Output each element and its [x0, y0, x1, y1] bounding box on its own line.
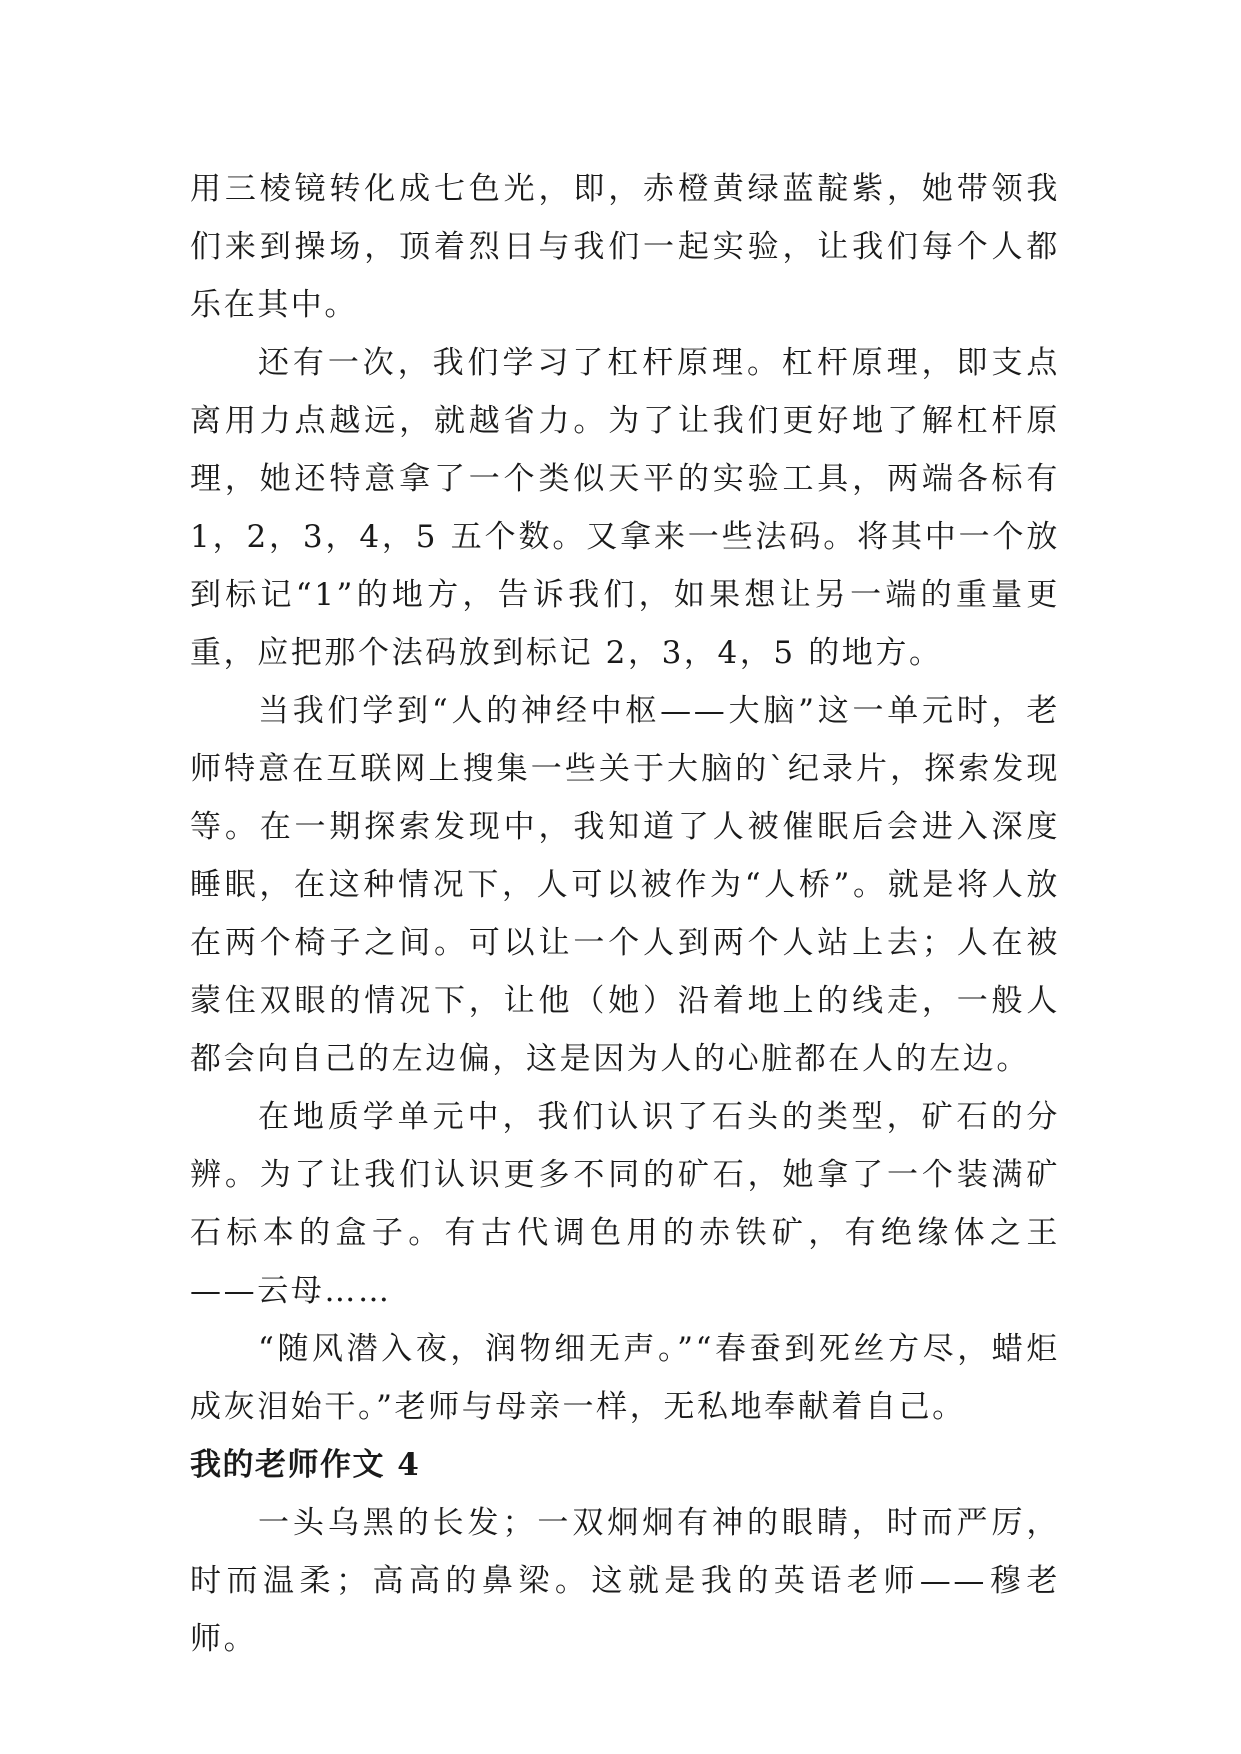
- paragraph-poem: “随风潜入夜，润物细无声。”“春蚕到死丝方尽，蜡炬成灰泪始干。”老师与母亲一样，无私地奉献着自己。: [190, 1331, 1060, 1425]
- paragraph-lever: 还有一次，我们学习了杠杆原理。杠杆原理，即支点离用力点越远，就越省力。为了让我们更好地了解杠杆原理，她还特意拿了一个类似天平的实验工具，两端各标有 1，2，3，4，5 五个数。又拿来一些法码。将其中一个放到标记“1”的地方，告诉我们，如果想让另一端的重量更重，应把那个法码放到标记 2，3，4，5 的地方。: [190, 345, 1060, 671]
- section-heading: 我的老师作文 4: [190, 1447, 421, 1483]
- paragraph-prism: 用三棱镜转化成七色光，即，赤橙黄绿蓝靛紫，她带领我们来到操场，顶着烈日与我们一起实验，让我们每个人都乐在其中。: [190, 171, 1060, 323]
- paragraph-english-teacher: 一头乌黑的长发；一双炯炯有神的眼睛，时而严厉，时而温柔；高高的鼻梁。这就是我的英语老师——穆老师。: [190, 1505, 1060, 1657]
- paragraph-brain: 当我们学到“人的神经中枢——大脑”这一单元时，老师特意在互联网上搜集一些关于大脑的`纪录片，探索发现等。在一期探索发现中，我知道了人被催眠后会进入深度睡眠，在这种情况下，人可以被作为“人桥”。就是将人放在两个椅子之间。可以让一个人到两个人站上去；人在被蒙住双眼的情况下，让他（她）沿着地上的线走，一般人都会向自己的左边偏，这是因为人的心脏都在人的左边。: [190, 693, 1060, 1077]
- paragraph-geology: 在地质学单元中，我们认识了石头的类型，矿石的分辨。为了让我们认识更多不同的矿石，她拿了一个装满矿石标本的盒子。有古代调色用的赤铁矿，有绝缘体之王——云母……: [190, 1099, 1060, 1309]
- document-page: [190, 160, 1060, 1668]
